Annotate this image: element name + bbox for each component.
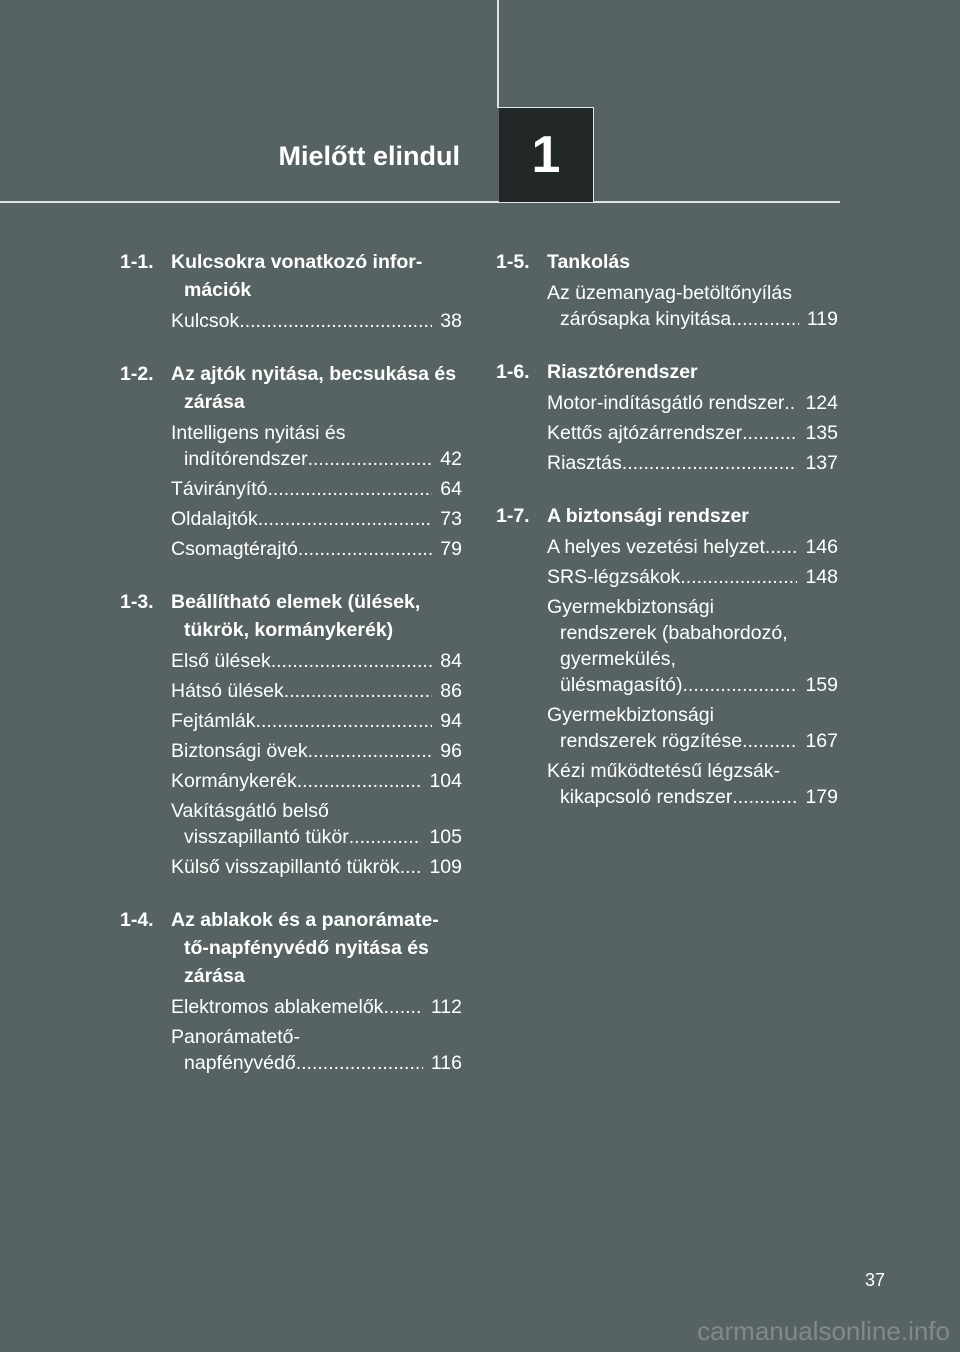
section-title: Tankolás [547,251,631,273]
entry-label: Fejtámlák ..... [171,710,256,732]
entry-page-number: 109 [429,856,462,878]
entry-label: Gyermekbiztonsági rendszerek rögzítése ..... [547,704,742,752]
entry-text [171,536,432,562]
entry-page-number: 116 [430,1052,462,1074]
section-number: 1-3. [120,591,154,613]
entry-text [171,308,432,334]
entry-text [171,648,432,674]
section-title: Az ablakok és a panorámate- tő-napfényvédő nyitása és zárása [171,909,439,987]
toc-entry[interactable] [171,708,462,734]
header-horizontal-rule [0,201,840,203]
entry-label: Kormánykerék ..... [171,770,297,792]
section-items [496,534,838,810]
toc-section [496,358,838,476]
entry-page-number: 73 [440,508,462,530]
entry-text [171,994,423,1020]
entry-page-number: 179 [805,786,838,808]
entry-text [171,678,432,704]
toc-section [120,588,462,880]
toc-entry[interactable] [171,476,462,502]
entry-text [547,390,797,416]
section-items [120,648,462,880]
toc-entry[interactable] [171,854,462,880]
toc-section [496,502,838,810]
toc-section [496,248,838,332]
toc-entry[interactable] [547,390,838,416]
entry-page-number: 159 [805,674,838,696]
entry-label: Panorámatető- napfényvédő ..... [171,1026,300,1074]
toc-entry[interactable] [547,280,838,332]
entry-label: Oldalajtók ..... [171,508,258,530]
header-vertical-rule [497,0,499,108]
section-items [120,308,462,334]
toc-entry[interactable] [547,702,838,754]
entry-label: Elektromos ablakemelők ..... [171,996,383,1018]
entry-text [547,420,797,446]
page-number: 37 [864,1270,885,1290]
entry-page-number: 105 [429,826,462,848]
entry-label: Vakításgátló belső visszapillantó tükör ..... [171,800,349,848]
toc-entry[interactable] [171,1024,462,1076]
entry-label: Kulcsok ..... [171,310,239,332]
section-number: 1-5. [496,251,530,273]
entry-label: A helyes vezetési helyzet ..... [547,536,765,558]
entry-text [547,758,797,810]
entry-text [547,564,797,590]
section-heading [496,502,838,530]
entry-page-number: 96 [440,740,462,762]
section-heading [120,248,462,304]
entry-text [171,476,432,502]
toc-section [120,248,462,334]
toc-entry[interactable] [547,758,838,810]
toc-entry[interactable] [171,768,462,794]
entry-page-number: 119 [806,308,838,330]
chapter-title: Mielőtt elindul [278,141,460,171]
entry-text [171,854,421,880]
entry-label: Gyermekbiztonsági rendszerek (babahordozó, gyermekülés, ülésmagasító) ..... [547,596,788,696]
section-heading [120,588,462,644]
toc-right-column [496,248,838,836]
section-number: 1-1. [120,251,154,273]
toc-entry[interactable] [547,420,838,446]
entry-label: Az üzemanyag-betöltőnyílás zárósapka kinyitása ..... [547,282,792,330]
section-number: 1-4. [120,909,154,931]
entry-label: Intelligens nyitási és indítórendszer ..... [171,422,346,470]
entry-text [171,1024,423,1076]
entry-page-number: 148 [805,566,838,588]
section-heading [496,358,838,386]
toc-entry[interactable] [171,798,462,850]
section-items [496,280,838,332]
entry-label: Kézi működtetésű légzsák- kikapcsoló rendszer ..... [547,760,780,808]
entry-label: Motor-indításgátló rendszer ..... [547,392,784,414]
toc-left-column [120,248,462,1102]
entry-text [547,280,799,332]
section-number: 1-7. [496,505,530,527]
entry-label: Csomagtérajtó ..... [171,538,298,560]
entry-text [171,420,432,472]
entry-label: Hátsó ülések ..... [171,680,284,702]
entry-text [171,768,421,794]
toc-entry[interactable] [171,994,462,1020]
section-title: Riasztórendszer [547,361,698,383]
entry-page-number: 79 [440,538,462,560]
toc-entry[interactable] [171,308,462,334]
toc-section [120,360,462,562]
entry-page-number: 137 [805,452,838,474]
entry-text [547,702,797,754]
entry-label: Külső visszapillantó tükrök ..... [171,856,400,878]
entry-page-number: 124 [805,392,838,414]
section-number: 1-6. [496,361,530,383]
entry-label: Kettős ajtózárrendszer ..... [547,422,742,444]
entry-text [171,506,432,532]
section-title: A biztonsági rendszer [547,505,749,527]
toc-entry[interactable] [171,536,462,562]
toc-entry[interactable] [171,648,462,674]
entry-label: Távirányító ..... [171,478,267,500]
section-title: Kulcsokra vonatkozó infor- mációk [171,251,423,301]
toc-entry[interactable] [547,594,838,698]
entry-label: SRS-légzsákok ..... [547,566,680,588]
entry-label: Riasztás ..... [547,452,622,474]
section-items [120,420,462,562]
toc-entry[interactable] [171,678,462,704]
entry-text [547,450,797,476]
toc-entry[interactable] [547,534,838,560]
chapter-number-box: 1 [499,107,594,202]
toc-entry[interactable] [547,450,838,476]
entry-text [171,798,421,850]
entry-page-number: 167 [805,730,838,752]
section-heading [120,360,462,416]
entry-text [171,738,432,764]
section-items [120,994,462,1076]
entry-page-number: 94 [440,710,462,732]
section-items [496,390,838,476]
toc-section [120,906,462,1076]
entry-text [547,534,797,560]
entry-label: Biztonsági övek ..... [171,740,308,762]
toc-entry[interactable] [171,738,462,764]
watermark-text: carmanualsonline.info [697,1316,950,1346]
toc-entry[interactable] [171,506,462,532]
entry-page-number: 42 [440,448,462,470]
entry-page-number: 64 [440,478,462,500]
entry-page-number: 86 [440,680,462,702]
toc-entry[interactable] [171,420,462,472]
entry-page-number: 104 [429,770,462,792]
section-title: Az ajtók nyitása, becsukása és zárása [171,363,457,413]
entry-page-number: 84 [440,650,462,672]
section-heading [496,248,838,276]
entry-text [171,708,432,734]
section-number: 1-2. [120,363,154,385]
entry-label: Első ülések ..... [171,650,271,672]
entry-page-number: 38 [440,310,462,332]
entry-page-number: 146 [805,536,838,558]
section-title: Beállítható elemek (ülések, tükrök, kormánykerék) [171,591,421,641]
entry-page-number: 112 [430,996,462,1018]
toc-entry[interactable] [547,564,838,590]
section-heading [120,906,462,990]
entry-text [547,594,797,698]
entry-page-number: 135 [805,422,838,444]
